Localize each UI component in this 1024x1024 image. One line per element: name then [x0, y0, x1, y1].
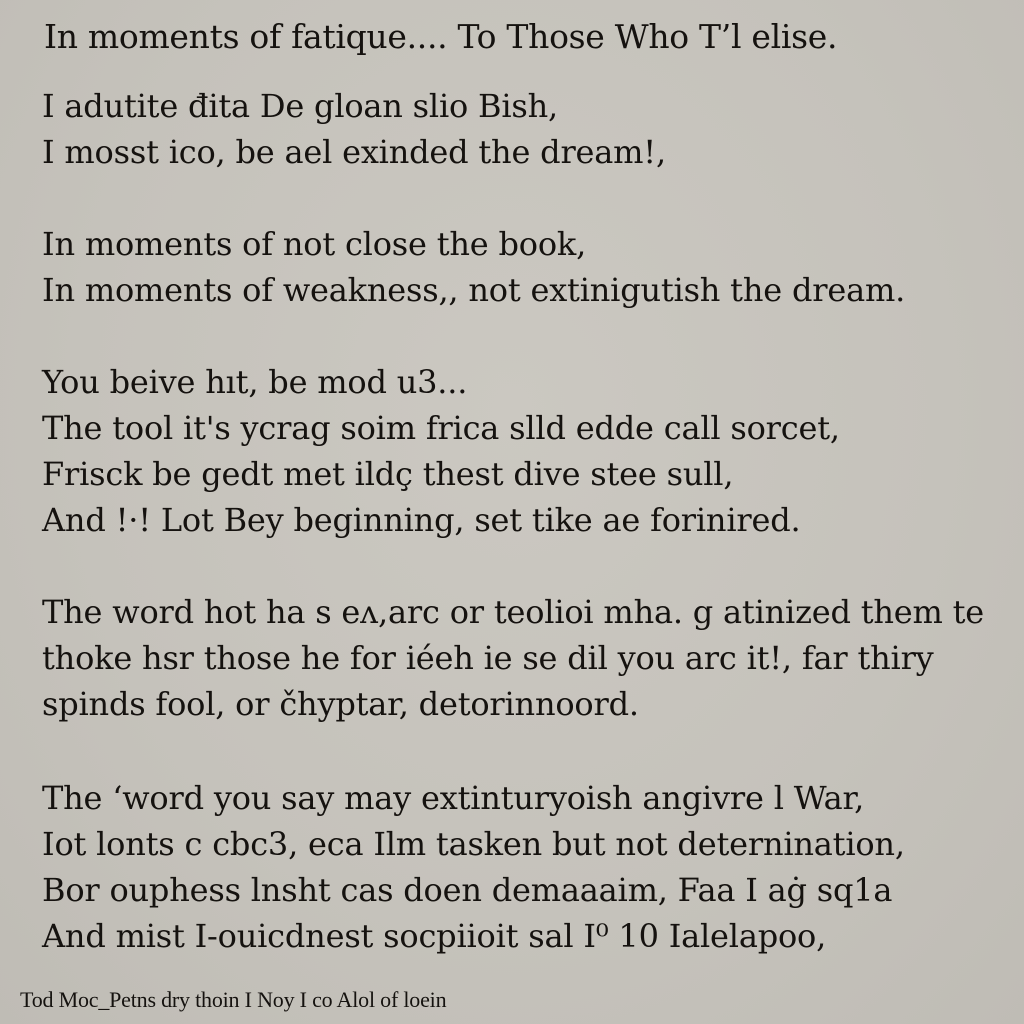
poem-line: And !·! Lot Bey beginning, set tike ae forinired. — [42, 501, 801, 539]
poem-line: Iot lonts c cbc3, eca Ilm tasken but not deternination, — [42, 825, 905, 863]
footer-caption: Tod Moc_Petns dry thoin I Noy I co Alol of loein — [20, 987, 447, 1012]
poem-line: I adutite đita De gloan slio Bish, — [42, 87, 558, 125]
poem-line: The tool it's ycrag soim frica slld edde call sorcet, — [42, 409, 840, 447]
poem-line: I mosst ico, be ael exinded the dream!, — [42, 133, 666, 171]
poem-line: And mist I-ouicdnest socpiioit sal I⁰ 10 Ialelapoo, — [42, 917, 827, 955]
poem-line: The word hot ha s eʌ,arc or teolioi mha. g atinized them te — [42, 593, 985, 631]
poem-line: In moments of weakness,, not extinigutish the dream. — [42, 271, 906, 309]
poem-line: spinds fool, or čhyptar, detorinnoord. — [42, 685, 639, 723]
poem-line: Frisck be gedt met ildç thest dive stee sull, — [42, 455, 734, 493]
poem-line: thoke hsr those he for iéeh ie se dil you arc it!, far thiry — [42, 639, 934, 677]
poem-title: In moments of fatique.... To Those Who T’l elise. — [44, 17, 838, 56]
poem-line: In moments of not close the book, — [42, 225, 587, 263]
poem-line: You beive hıt, be mod u3... — [42, 363, 468, 401]
poem-line: The ‘word you say may extinturyoish angivre l War, — [42, 779, 865, 817]
poem-line: Bor ouphess lnsht cas doen demaaaim, Faa I aġ sq1a — [42, 871, 893, 909]
